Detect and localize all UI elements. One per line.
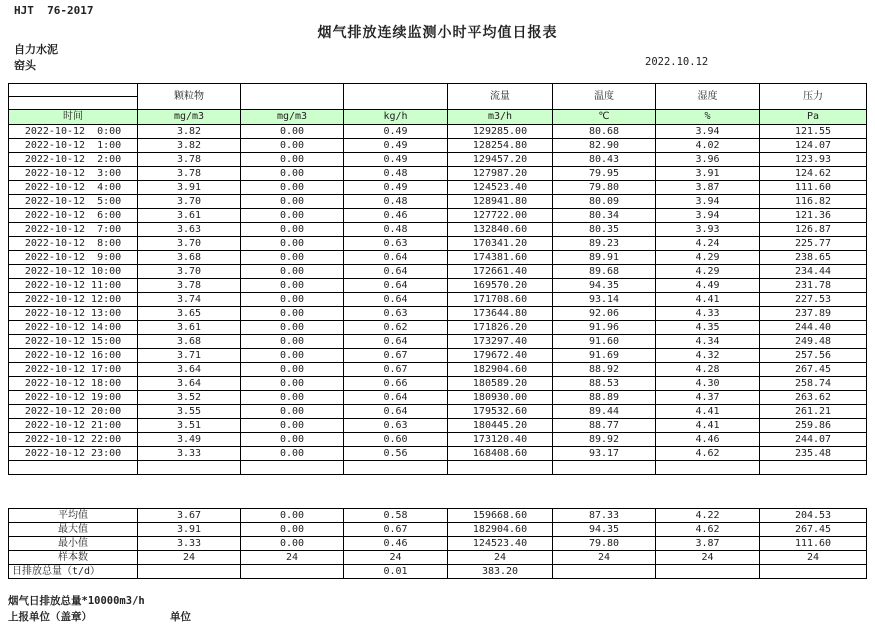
- data-row-cell: 0.67: [344, 349, 448, 363]
- data-row-cell: 0.49: [344, 125, 448, 139]
- data-row-cell: 3.64: [138, 363, 241, 377]
- data-row-cell: 3.94: [656, 209, 760, 223]
- data-row-cell: 2022-10-12 11:00: [9, 279, 138, 293]
- data-row-cell: 128941.80: [448, 195, 553, 209]
- data-row-cell: 93.17: [553, 447, 656, 461]
- empty-row: [9, 461, 867, 475]
- data-row-cell: 121.55: [760, 125, 867, 139]
- data-row-cell: 3.70: [138, 265, 241, 279]
- data-row-cell: 261.21: [760, 405, 867, 419]
- data-row-cell: 111.60: [760, 181, 867, 195]
- summary-row-cell: 3.33: [138, 537, 241, 551]
- summary-row: [9, 565, 867, 579]
- data-row-cell: 2022-10-12 6:00: [9, 209, 138, 223]
- data-row-cell: 88.89: [553, 391, 656, 405]
- data-row-cell: 94.35: [553, 279, 656, 293]
- data-row-cell: 3.71: [138, 349, 241, 363]
- data-row-cell: 170341.20: [448, 237, 553, 251]
- data-row-cell: 0.48: [344, 167, 448, 181]
- data-row-cell: 129285.00: [448, 125, 553, 139]
- data-row-cell: 0.63: [344, 419, 448, 433]
- data-row-cell: 0.00: [241, 279, 344, 293]
- col-header-blank-2: [344, 84, 448, 110]
- data-row-cell: 89.92: [553, 433, 656, 447]
- data-row-cell: 92.06: [553, 307, 656, 321]
- data-row-cell: 4.62: [656, 447, 760, 461]
- data-row: [9, 321, 867, 335]
- unit-header-row: [9, 110, 867, 125]
- data-row-cell: 4.46: [656, 433, 760, 447]
- summary-row-cell: 0.01: [344, 565, 448, 579]
- data-row-cell: 3.61: [138, 321, 241, 335]
- data-row: [9, 363, 867, 377]
- data-row-cell: 0.00: [241, 195, 344, 209]
- data-row: [9, 447, 867, 461]
- data-row-cell: 80.34: [553, 209, 656, 223]
- summary-row-cell: [553, 565, 656, 579]
- summary-row-cell: 日排放总量（t/d）: [9, 565, 138, 579]
- data-row: [9, 349, 867, 363]
- data-row-cell: 259.86: [760, 419, 867, 433]
- data-row-cell: 173120.40: [448, 433, 553, 447]
- data-row-cell: 0.00: [241, 181, 344, 195]
- data-row-cell: 4.33: [656, 307, 760, 321]
- summary-row-cell: 79.80: [553, 537, 656, 551]
- summary-row: [9, 523, 867, 537]
- data-row-cell: 80.68: [553, 125, 656, 139]
- data-row-cell: 80.43: [553, 153, 656, 167]
- summary-row-cell: 0.67: [344, 523, 448, 537]
- summary-row-cell: 267.45: [760, 523, 867, 537]
- report-unit-label: 上报单位（盖章）: [8, 611, 92, 623]
- data-row-cell: 4.29: [656, 265, 760, 279]
- data-row-cell: 93.14: [553, 293, 656, 307]
- data-row-cell: 0.00: [241, 251, 344, 265]
- data-row-cell: 2022-10-12 5:00: [9, 195, 138, 209]
- data-row-cell: 132840.60: [448, 223, 553, 237]
- summary-table: [8, 508, 867, 579]
- data-row-cell: 225.77: [760, 237, 867, 251]
- summary-row-cell: 24: [241, 551, 344, 565]
- data-row-cell: 2022-10-12 4:00: [9, 181, 138, 195]
- data-row-cell: 3.96: [656, 153, 760, 167]
- data-body: [9, 125, 867, 461]
- data-row-cell: 257.56: [760, 349, 867, 363]
- group-header-row: [9, 84, 867, 97]
- data-row-cell: 2022-10-12 3:00: [9, 167, 138, 181]
- data-row-cell: 0.49: [344, 181, 448, 195]
- data-row-cell: 127987.20: [448, 167, 553, 181]
- summary-row-cell: 4.22: [656, 509, 760, 523]
- summary-row-cell: 3.91: [138, 523, 241, 537]
- data-row-cell: 3.68: [138, 335, 241, 349]
- data-row-cell: 2022-10-12 8:00: [9, 237, 138, 251]
- data-row-cell: 0.00: [241, 209, 344, 223]
- col-header-pressure: 压力: [760, 84, 867, 110]
- data-row-cell: 2022-10-12 19:00: [9, 391, 138, 405]
- data-row-cell: 3.55: [138, 405, 241, 419]
- data-row: [9, 293, 867, 307]
- data-row: [9, 265, 867, 279]
- data-row-cell: 231.78: [760, 279, 867, 293]
- data-row-cell: 3.49: [138, 433, 241, 447]
- data-row: [9, 419, 867, 433]
- data-row-cell: 2022-10-12 13:00: [9, 307, 138, 321]
- data-row-cell: 234.44: [760, 265, 867, 279]
- data-row-cell: 267.45: [760, 363, 867, 377]
- summary-row: [9, 551, 867, 565]
- data-row-cell: 3.87: [656, 181, 760, 195]
- data-row-cell: 2022-10-12 7:00: [9, 223, 138, 237]
- data-row-cell: 179532.60: [448, 405, 553, 419]
- summary-row-cell: 383.20: [448, 565, 553, 579]
- data-row-cell: 3.74: [138, 293, 241, 307]
- data-row-cell: 0.49: [344, 153, 448, 167]
- unit-header-percent: %: [656, 110, 760, 125]
- data-row-cell: 179672.40: [448, 349, 553, 363]
- data-row-cell: 124.62: [760, 167, 867, 181]
- data-row-cell: 3.51: [138, 419, 241, 433]
- unit-header-kgh: kg/h: [344, 110, 448, 125]
- data-row-cell: 2022-10-12 23:00: [9, 447, 138, 461]
- data-row-cell: 2022-10-12 12:00: [9, 293, 138, 307]
- data-row-cell: 3.91: [656, 167, 760, 181]
- data-row-cell: 0.64: [344, 251, 448, 265]
- data-row-cell: 123.93: [760, 153, 867, 167]
- summary-row: [9, 509, 867, 523]
- data-row-cell: 4.34: [656, 335, 760, 349]
- report-date: 2022.10.12: [645, 56, 709, 68]
- data-row-cell: 4.02: [656, 139, 760, 153]
- data-row-cell: 0.00: [241, 223, 344, 237]
- data-row-cell: 0.00: [241, 363, 344, 377]
- data-row-cell: 0.00: [241, 167, 344, 181]
- data-row: [9, 405, 867, 419]
- data-row: [9, 209, 867, 223]
- data-row-cell: 4.24: [656, 237, 760, 251]
- unit-header-celsius: ℃: [553, 110, 656, 125]
- data-row-cell: 80.09: [553, 195, 656, 209]
- summary-row-cell: 0.46: [344, 537, 448, 551]
- data-row-cell: 0.64: [344, 279, 448, 293]
- data-row-cell: 0.64: [344, 293, 448, 307]
- spacer-body: [9, 461, 867, 475]
- summary-row-cell: [656, 565, 760, 579]
- data-row-cell: 3.78: [138, 167, 241, 181]
- data-row-cell: 3.65: [138, 307, 241, 321]
- summary-row-cell: 24: [656, 551, 760, 565]
- data-row-cell: 3.64: [138, 377, 241, 391]
- data-row-cell: 244.40: [760, 321, 867, 335]
- data-row-cell: 2022-10-12 22:00: [9, 433, 138, 447]
- footer-line2: [8, 609, 191, 624]
- summary-row-cell: 111.60: [760, 537, 867, 551]
- data-row-cell: 2022-10-12 0:00: [9, 125, 138, 139]
- data-row-cell: 88.77: [553, 419, 656, 433]
- data-row-cell: 89.91: [553, 251, 656, 265]
- data-row-cell: 263.62: [760, 391, 867, 405]
- data-row-cell: 0.00: [241, 153, 344, 167]
- data-row-cell: 4.41: [656, 419, 760, 433]
- data-row-cell: 0.00: [241, 433, 344, 447]
- data-row-cell: 2022-10-12 21:00: [9, 419, 138, 433]
- data-row: [9, 195, 867, 209]
- summary-row-cell: 24: [760, 551, 867, 565]
- data-row: [9, 181, 867, 195]
- data-row-cell: 3.68: [138, 251, 241, 265]
- summary-row-cell: 平均值: [9, 509, 138, 523]
- data-row-cell: 126.87: [760, 223, 867, 237]
- data-row-cell: 89.68: [553, 265, 656, 279]
- data-row-cell: 3.70: [138, 195, 241, 209]
- data-row-cell: 173297.40: [448, 335, 553, 349]
- data-row: [9, 251, 867, 265]
- data-row: [9, 125, 867, 139]
- data-row-cell: 0.64: [344, 391, 448, 405]
- data-row-cell: 168408.60: [448, 447, 553, 461]
- col-header-blank-1: [241, 84, 344, 110]
- summary-row-cell: 0.00: [241, 523, 344, 537]
- data-row-cell: 3.70: [138, 237, 241, 251]
- summary-row-cell: 3.87: [656, 537, 760, 551]
- data-row-cell: 0.64: [344, 335, 448, 349]
- data-row-cell: 235.48: [760, 447, 867, 461]
- data-row-cell: 4.41: [656, 405, 760, 419]
- data-row-cell: 2022-10-12 10:00: [9, 265, 138, 279]
- summary-row-cell: 159668.60: [448, 509, 553, 523]
- data-row-cell: 116.82: [760, 195, 867, 209]
- data-row-cell: 0.00: [241, 349, 344, 363]
- main-table: [8, 83, 867, 475]
- summary-row-cell: 最小值: [9, 537, 138, 551]
- data-row-cell: 3.78: [138, 279, 241, 293]
- data-row-cell: 91.69: [553, 349, 656, 363]
- data-row-cell: 3.82: [138, 125, 241, 139]
- data-row-cell: 0.49: [344, 139, 448, 153]
- data-row-cell: 79.80: [553, 181, 656, 195]
- data-row-cell: 171826.20: [448, 321, 553, 335]
- data-row-cell: 249.48: [760, 335, 867, 349]
- data-row-cell: 2022-10-12 1:00: [9, 139, 138, 153]
- unit-header-m3h: m3/h: [448, 110, 553, 125]
- data-row-cell: 0.00: [241, 265, 344, 279]
- summary-row-cell: 94.35: [553, 523, 656, 537]
- data-row-cell: 4.30: [656, 377, 760, 391]
- data-row-cell: 0.00: [241, 321, 344, 335]
- data-row: [9, 335, 867, 349]
- data-row: [9, 433, 867, 447]
- data-row-cell: 4.35: [656, 321, 760, 335]
- summary-row-cell: 124523.40: [448, 537, 553, 551]
- data-row-cell: 227.53: [760, 293, 867, 307]
- data-row: [9, 153, 867, 167]
- data-row-cell: 0.62: [344, 321, 448, 335]
- data-row: [9, 167, 867, 181]
- data-row-cell: 0.67: [344, 363, 448, 377]
- data-row-cell: 0.00: [241, 447, 344, 461]
- data-row-cell: 2022-10-12 14:00: [9, 321, 138, 335]
- data-row-cell: 3.63: [138, 223, 241, 237]
- data-row-cell: 129457.20: [448, 153, 553, 167]
- data-row-cell: 169570.20: [448, 279, 553, 293]
- data-row-cell: 127722.00: [448, 209, 553, 223]
- data-row-cell: 4.41: [656, 293, 760, 307]
- summary-body: [9, 509, 867, 579]
- data-row-cell: 2022-10-12 17:00: [9, 363, 138, 377]
- summary-row-cell: 0.58: [344, 509, 448, 523]
- unit-header-time: 时间: [9, 110, 138, 125]
- data-row-cell: 0.64: [344, 265, 448, 279]
- data-row: [9, 237, 867, 251]
- data-row-cell: 0.64: [344, 405, 448, 419]
- data-row-cell: 4.32: [656, 349, 760, 363]
- doc-code: HJT 76-2017: [14, 4, 94, 17]
- data-row-cell: 3.91: [138, 181, 241, 195]
- data-row-cell: 0.48: [344, 195, 448, 209]
- data-row-cell: 2022-10-12 20:00: [9, 405, 138, 419]
- summary-row-cell: 24: [138, 551, 241, 565]
- data-row-cell: 89.23: [553, 237, 656, 251]
- data-row-cell: 0.00: [241, 335, 344, 349]
- data-row-cell: 4.37: [656, 391, 760, 405]
- unit-header-mgm3-1: mg/m3: [138, 110, 241, 125]
- data-row-cell: 258.74: [760, 377, 867, 391]
- summary-row-cell: 0.00: [241, 509, 344, 523]
- summary-row-cell: 24: [448, 551, 553, 565]
- data-row-cell: 2022-10-12 18:00: [9, 377, 138, 391]
- data-row-cell: 180589.20: [448, 377, 553, 391]
- data-row-cell: 3.78: [138, 153, 241, 167]
- time-header-lower-cell: [9, 97, 138, 110]
- time-header-upper-cell: [9, 84, 138, 97]
- data-row-cell: 124.07: [760, 139, 867, 153]
- summary-row-cell: 182904.60: [448, 523, 553, 537]
- data-row-cell: 0.00: [241, 405, 344, 419]
- data-row-cell: 124523.40: [448, 181, 553, 195]
- col-header-flow: 流量: [448, 84, 553, 110]
- data-row-cell: 172661.40: [448, 265, 553, 279]
- data-row-cell: 3.61: [138, 209, 241, 223]
- data-row: [9, 377, 867, 391]
- data-row-cell: 0.63: [344, 237, 448, 251]
- data-row-cell: 4.28: [656, 363, 760, 377]
- data-row-cell: 0.48: [344, 223, 448, 237]
- data-row-cell: 0.00: [241, 419, 344, 433]
- summary-row-cell: 24: [344, 551, 448, 565]
- data-row-cell: 80.35: [553, 223, 656, 237]
- summary-row-cell: 样本数: [9, 551, 138, 565]
- data-row-cell: 2022-10-12 2:00: [9, 153, 138, 167]
- data-row-cell: 174381.60: [448, 251, 553, 265]
- data-row-cell: 2022-10-12 16:00: [9, 349, 138, 363]
- data-row-cell: 3.33: [138, 447, 241, 461]
- data-row-cell: 0.56: [344, 447, 448, 461]
- data-row-cell: 2022-10-12 15:00: [9, 335, 138, 349]
- data-row-cell: 4.49: [656, 279, 760, 293]
- data-row-cell: 3.82: [138, 139, 241, 153]
- summary-row-cell: 最大值: [9, 523, 138, 537]
- data-row-cell: 4.29: [656, 251, 760, 265]
- summary-row: [9, 537, 867, 551]
- data-row-cell: 180445.20: [448, 419, 553, 433]
- page-title: 烟气排放连续监测小时平均值日报表: [317, 25, 558, 41]
- summary-row-cell: 204.53: [760, 509, 867, 523]
- data-row-cell: 79.95: [553, 167, 656, 181]
- data-row: [9, 307, 867, 321]
- summary-row-cell: 3.67: [138, 509, 241, 523]
- data-row-cell: 180930.00: [448, 391, 553, 405]
- summary-row-cell: 24: [553, 551, 656, 565]
- data-row-cell: 0.46: [344, 209, 448, 223]
- data-row-cell: 0.00: [241, 293, 344, 307]
- data-row-cell: 88.53: [553, 377, 656, 391]
- data-row-cell: 171708.60: [448, 293, 553, 307]
- summary-row-cell: [241, 565, 344, 579]
- station-name: 窑头: [14, 59, 36, 72]
- data-row-cell: 91.96: [553, 321, 656, 335]
- data-row-cell: 0.00: [241, 125, 344, 139]
- data-row-cell: 2022-10-12 9:00: [9, 251, 138, 265]
- data-row-cell: 3.93: [656, 223, 760, 237]
- data-row-cell: 3.94: [656, 195, 760, 209]
- data-row-cell: 82.90: [553, 139, 656, 153]
- data-row: [9, 279, 867, 293]
- col-header-particulate: 颗粒物: [138, 84, 241, 110]
- col-header-humidity: 湿度: [656, 84, 760, 110]
- summary-row-cell: 0.00: [241, 537, 344, 551]
- data-row: [9, 391, 867, 405]
- unit-label: 单位: [170, 611, 191, 623]
- data-row-cell: 0.00: [241, 391, 344, 405]
- unit-header-mgm3-2: mg/m3: [241, 110, 344, 125]
- data-row-cell: 0.00: [241, 237, 344, 251]
- data-row-cell: 238.65: [760, 251, 867, 265]
- data-row-cell: 173644.80: [448, 307, 553, 321]
- data-row-cell: 0.63: [344, 307, 448, 321]
- data-row-cell: 244.07: [760, 433, 867, 447]
- data-row-cell: 88.92: [553, 363, 656, 377]
- data-row-cell: 91.60: [553, 335, 656, 349]
- data-row-cell: 89.44: [553, 405, 656, 419]
- data-row-cell: 0.66: [344, 377, 448, 391]
- data-row-cell: 3.94: [656, 125, 760, 139]
- summary-row-cell: 87.33: [553, 509, 656, 523]
- summary-row-cell: 4.62: [656, 523, 760, 537]
- data-row-cell: 182904.60: [448, 363, 553, 377]
- unit-header-pa: Pa: [760, 110, 867, 125]
- data-row-cell: 3.52: [138, 391, 241, 405]
- summary-row-cell: [760, 565, 867, 579]
- data-row-cell: 237.89: [760, 307, 867, 321]
- summary-row-cell: [138, 565, 241, 579]
- col-header-temperature: 温度: [553, 84, 656, 110]
- data-row-cell: 0.00: [241, 377, 344, 391]
- footer-note: 烟气日排放总量*10000m3/h: [8, 595, 145, 607]
- data-row-cell: 0.00: [241, 307, 344, 321]
- data-row-cell: 0.00: [241, 139, 344, 153]
- data-row-cell: 128254.80: [448, 139, 553, 153]
- data-row-cell: 121.36: [760, 209, 867, 223]
- data-row: [9, 223, 867, 237]
- data-row: [9, 139, 867, 153]
- data-row-cell: 0.60: [344, 433, 448, 447]
- company-name: 自力水泥: [14, 43, 58, 56]
